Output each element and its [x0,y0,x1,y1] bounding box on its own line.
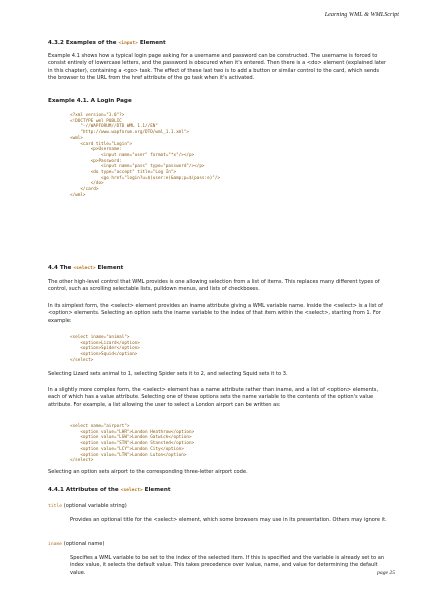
example-title [48,98,132,105]
term-note: (optional name) [62,541,105,547]
page-number: page 25 [377,570,395,576]
section-4-3-2-heading [48,40,166,47]
heading-text: 4.3.2 Examples of the [48,40,119,46]
attribute-definition-title [70,517,388,524]
code-text: <?xml version="1.0"?> <!DOCTYPE wml PUBLIC "-//WAPFORUM//DTD WML 1.1//EN" "http://www.wapforum.org/DTD/wml_1.1.xml"> <wml> <card title="Login"> <p>Username: <input name="user" format="*x"/></p> <p>Password: <input name="pass" type="password"/></p> <do type="accept" title="Log In"> <go href="login?u=$(user:e)&amp;p=$(pass:e)"/> </do> </card> </wml> [70,113,221,198]
section-4-4-heading [48,265,123,272]
attribute-term-iname [48,541,104,548]
heading-text: Element [142,487,171,493]
paragraph-text: In a slightly more complex form, the <select> element has a name attribute rather than iname, and a list of <option> elements, each of which has a value attribute. Selecting one of these options sets the name variable to the contents of the option's value attribute. For example, a list allowing the user to select a London airport can be written as: [48,387,379,408]
running-header: Learning WML & WMLScript [324,11,399,18]
heading-code: <select> [120,488,143,493]
paragraph-text: Selecting Lizard sets animal to 1, selecting Spider sets it to 2, and selecting Squid sets it to 3. [48,371,288,377]
paragraph [48,469,248,476]
attribute-definition-iname [70,555,388,577]
definition-text: Provides an optional title for the <select> element, which some browsers may use in its presentation. Others may ignore it. [70,517,387,523]
heading-code: <select> [73,266,96,271]
heading-code: <input> [118,41,138,46]
code-listing-airport [70,424,194,464]
paragraph-text: The other high-level control that WML provides is one allowing selection from a list of items. This replaces many different types of control, such as scrolling selectable lists, pulldown menus, and lists of checkboxes. [48,279,380,293]
paragraph-text: Example 4.1 shows how a typical login page asking for a username and password can be constructed. The username is forced to consist entirely of lowercase letters, and the password is obscured when it's entered. Then there is a <do> element (explained later in this chapter), containing a <go> task. The effect of these last two is to add a button or similar control to the card, which sends the browser to the URL from the href attribute of the go task when it's activated. [48,53,387,81]
term-code: title [48,504,63,509]
heading-text: Element [137,40,166,46]
section-4-4-1-heading [48,487,171,494]
code-listing-login [70,113,220,199]
paragraph [48,303,388,325]
paragraph [48,387,388,409]
example-title-text: Example 4.1. A Login Page [48,98,132,104]
definition-text: Specifies a WML variable to be set to the index of the selected item. If this is specified and the variable is already set to an index value, it selects the default value. This takes precedence over ivalue, name, and value for determining the default value. [70,555,385,576]
paragraph [48,279,388,294]
code-text: <select iname="animal"> <option>Lizard</option> <option>Spider</option> <option>Squid</option> </select> [70,335,140,363]
code-text: <select name="airport"> <option value="LHR">London Heathrow</option> <option value="LGW">London Gatwick</option> <option value="STN">London Stansted</option> <option value="LCY">London City</option> <option value="LTN">London Luton</option> </select> [70,424,195,464]
paragraph [48,371,288,378]
paragraph-text: Selecting an option sets airport to the corresponding three-letter airport code. [48,469,248,475]
heading-text: Element [95,265,124,271]
paragraph [48,53,388,82]
heading-text: 4.4.1 Attributes of the [48,487,121,493]
attribute-term-title [48,503,127,510]
term-note: (optional variable string) [62,503,127,509]
term-code: iname [48,542,63,547]
heading-text: 4.4 The [48,265,74,271]
paragraph-text: In its simplest form, the <select> element provides an iname attribute giving a WML variable name. Inside the <select> is a list of <option> elements. Selecting an option sets the iname variable to the index of that item within the <select>, starting from 1. For example: [48,303,383,324]
code-listing-animal [70,335,140,364]
